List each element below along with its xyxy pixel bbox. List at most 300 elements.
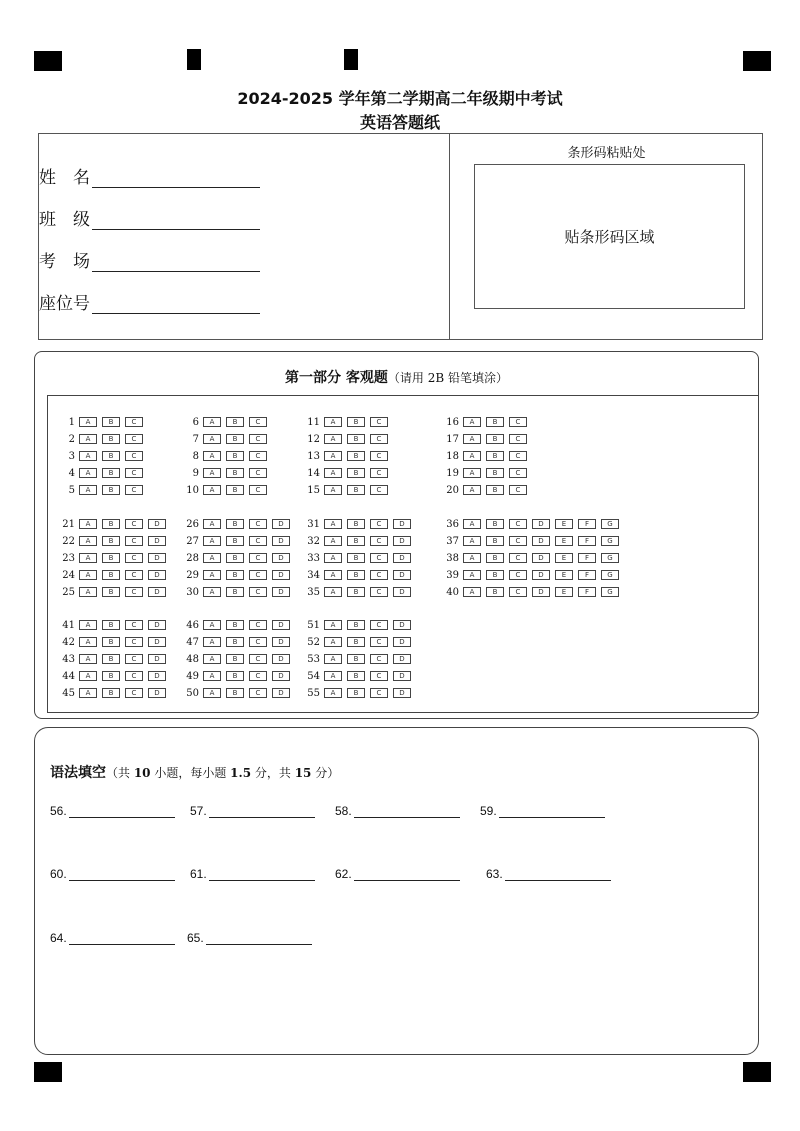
answer-bubble-40-d[interactable]: D (532, 587, 550, 597)
answer-bubble-23-d[interactable]: D (148, 553, 166, 563)
answer-bubble-42-a[interactable]: A (79, 637, 97, 647)
answer-bubble-6-c[interactable]: C (249, 417, 267, 427)
answer-bubble-27-b[interactable]: B (226, 536, 244, 546)
question-number: 39 (446, 569, 459, 581)
answer-bubble-22-a[interactable]: A (79, 536, 97, 546)
answer-bubble-49-a[interactable]: A (203, 671, 221, 681)
question-number: 20 (446, 484, 459, 496)
question-number: 44 (62, 670, 75, 682)
grammar-note-points: 1.5 (230, 766, 252, 780)
answer-bubble-12-a[interactable]: A (324, 434, 342, 444)
answer-bubble-52-a[interactable]: A (324, 637, 342, 647)
question-number: 1 (68, 416, 75, 428)
answer-bubble-28-b[interactable]: B (226, 553, 244, 563)
question-number: 42 (62, 636, 75, 648)
answer-bubble-28-a[interactable]: A (203, 553, 221, 563)
answer-bubble-38-c[interactable]: C (509, 553, 527, 563)
question-52 (303, 636, 416, 648)
question-6 (182, 416, 272, 428)
answer-blank-65[interactable] (187, 931, 312, 945)
question-7 (182, 433, 272, 445)
question-number: 40 (446, 586, 459, 598)
seat-field[interactable] (39, 289, 260, 314)
answer-bubble-47-d[interactable]: D (272, 637, 290, 647)
objective-title (35, 367, 758, 387)
answer-bubble-21-c[interactable]: C (125, 519, 143, 529)
question-number: 15 (307, 484, 320, 496)
answer-bubble-46-c[interactable]: C (249, 620, 267, 630)
barcode-area-label: 贴条形码区域 (564, 228, 655, 246)
answer-bubble-18-a[interactable]: A (463, 451, 481, 461)
answer-bubble-44-b[interactable]: B (102, 671, 120, 681)
answer-bubble-23-a[interactable]: A (79, 553, 97, 563)
answer-bubble-22-d[interactable]: D (148, 536, 166, 546)
question-number: 36 (446, 518, 459, 530)
question-number: 14 (307, 467, 320, 479)
answer-bubble-22-c[interactable]: C (125, 536, 143, 546)
answer-blank-60[interactable] (50, 867, 175, 881)
answer-bubble-10-c[interactable]: C (249, 485, 267, 495)
answer-bubble-48-a[interactable]: A (203, 654, 221, 664)
question-number: 16 (446, 416, 459, 428)
answer-blank-61[interactable] (190, 867, 315, 881)
answer-blank-57[interactable] (190, 804, 315, 818)
bubble-grid (47, 395, 759, 713)
answer-bubble-31-d[interactable]: D (393, 519, 411, 529)
answer-bubble-31-b[interactable]: B (347, 519, 365, 529)
answer-bubble-25-a[interactable]: A (79, 587, 97, 597)
question-53 (303, 653, 416, 665)
answer-bubble-2-b[interactable]: B (102, 434, 120, 444)
answer-bubble-12-b[interactable]: B (347, 434, 365, 444)
answer-bubble-3-a[interactable]: A (79, 451, 97, 461)
answer-bubble-1-a[interactable]: A (79, 417, 97, 427)
answer-bubble-21-b[interactable]: B (102, 519, 120, 529)
answer-bubble-17-c[interactable]: C (509, 434, 527, 444)
name-line (92, 170, 260, 188)
answer-bubble-46-a[interactable]: A (203, 620, 221, 630)
answer-bubble-50-b[interactable]: B (226, 688, 244, 698)
grammar-note-part: 分，共 (251, 766, 295, 780)
answer-bubble-43-c[interactable]: C (125, 654, 143, 664)
answer-bubble-24-b[interactable]: B (102, 570, 120, 580)
answer-bubble-28-d[interactable]: D (272, 553, 290, 563)
answer-bubble-55-b[interactable]: B (347, 688, 365, 698)
objective-note: （请用 2B 铅笔填涂） (387, 371, 508, 385)
class-field[interactable] (39, 205, 260, 230)
answer-bubble-24-a[interactable]: A (79, 570, 97, 580)
answer-bubble-15-a[interactable]: A (324, 485, 342, 495)
name-label: 姓 名 (39, 168, 90, 188)
answer-bubble-7-b[interactable]: B (226, 434, 244, 444)
answer-bubble-45-d[interactable]: D (148, 688, 166, 698)
question-29 (182, 569, 295, 581)
answer-bubble-32-b[interactable]: B (347, 536, 365, 546)
answer-bubble-52-c[interactable]: C (370, 637, 388, 647)
answer-bubble-29-b[interactable]: B (226, 570, 244, 580)
answer-bubble-3-c[interactable]: C (125, 451, 143, 461)
exam-room-label: 考 场 (39, 252, 90, 272)
answer-bubble-37-a[interactable]: A (463, 536, 481, 546)
answer-bubble-7-a[interactable]: A (203, 434, 221, 444)
question-42 (58, 636, 171, 648)
answer-blank-63[interactable] (486, 867, 611, 881)
answer-bubble-22-b[interactable]: B (102, 536, 120, 546)
grammar-note-count: 10 (133, 766, 151, 780)
answer-bubble-36-f[interactable]: F (578, 519, 596, 529)
answer-bubble-40-g[interactable]: G (601, 587, 619, 597)
answer-bubble-44-a[interactable]: A (79, 671, 97, 681)
answer-bubble-36-b[interactable]: B (486, 519, 504, 529)
answer-bubble-52-d[interactable]: D (393, 637, 411, 647)
answer-bubble-14-b[interactable]: B (347, 468, 365, 478)
question-number: 24 (62, 569, 75, 581)
question-number: 25 (62, 586, 75, 598)
grammar-note-total: 15 (294, 766, 312, 780)
seat-line (92, 296, 260, 314)
answer-bubble-37-d[interactable]: D (532, 536, 550, 546)
answer-bubble-45-b[interactable]: B (102, 688, 120, 698)
answer-bubble-21-a[interactable]: A (79, 519, 97, 529)
answer-bubble-41-b[interactable]: B (102, 620, 120, 630)
answer-bubble-17-a[interactable]: A (463, 434, 481, 444)
answer-bubble-37-e[interactable]: E (555, 536, 573, 546)
answer-bubble-19-c[interactable]: C (509, 468, 527, 478)
answer-bubble-54-a[interactable]: A (324, 671, 342, 681)
exam-room-field[interactable] (39, 247, 260, 272)
question-22 (58, 535, 171, 547)
answer-bubble-38-a[interactable]: A (463, 553, 481, 563)
answer-bubble-38-d[interactable]: D (532, 553, 550, 563)
answer-bubble-55-d[interactable]: D (393, 688, 411, 698)
answer-bubble-51-c[interactable]: C (370, 620, 388, 630)
answer-bubble-35-c[interactable]: C (370, 587, 388, 597)
answer-bubble-30-b[interactable]: B (226, 587, 244, 597)
info-divider (449, 134, 450, 339)
answer-bubble-14-c[interactable]: C (370, 468, 388, 478)
answer-blank-62[interactable] (335, 867, 460, 881)
grammar-note-part: 分） (311, 766, 340, 780)
answer-bubble-39-c[interactable]: C (509, 570, 527, 580)
answer-bubble-34-b[interactable]: B (347, 570, 365, 580)
question-number: 50 (186, 687, 199, 699)
answer-bubble-34-a[interactable]: A (324, 570, 342, 580)
answer-bubble-5-b[interactable]: B (102, 485, 120, 495)
answer-bubble-6-a[interactable]: A (203, 417, 221, 427)
answer-bubble-27-a[interactable]: A (203, 536, 221, 546)
answer-bubble-46-b[interactable]: B (226, 620, 244, 630)
question-49 (182, 670, 295, 682)
answer-bubble-49-c[interactable]: C (249, 671, 267, 681)
answer-blank-64[interactable] (50, 931, 175, 945)
answer-bubble-34-d[interactable]: D (393, 570, 411, 580)
answer-bubble-39-a[interactable]: A (463, 570, 481, 580)
answer-bubble-51-b[interactable]: B (347, 620, 365, 630)
question-24 (58, 569, 171, 581)
answer-bubble-25-c[interactable]: C (125, 587, 143, 597)
answer-bubble-36-e[interactable]: E (555, 519, 573, 529)
answer-bubble-10-a[interactable]: A (203, 485, 221, 495)
answer-bubble-47-c[interactable]: C (249, 637, 267, 647)
answer-bubble-46-d[interactable]: D (272, 620, 290, 630)
answer-bubble-20-c[interactable]: C (509, 485, 527, 495)
answer-bubble-9-a[interactable]: A (203, 468, 221, 478)
answer-bubble-35-b[interactable]: B (347, 587, 365, 597)
answer-bubble-24-d[interactable]: D (148, 570, 166, 580)
answer-bubble-1-c[interactable]: C (125, 417, 143, 427)
answer-bubble-50-c[interactable]: C (249, 688, 267, 698)
answer-bubble-32-d[interactable]: D (393, 536, 411, 546)
answer-bubble-52-b[interactable]: B (347, 637, 365, 647)
answer-bubble-21-d[interactable]: D (148, 519, 166, 529)
answer-bubble-26-c[interactable]: C (249, 519, 267, 529)
answer-bubble-36-c[interactable]: C (509, 519, 527, 529)
answer-bubble-25-b[interactable]: B (102, 587, 120, 597)
answer-bubble-49-d[interactable]: D (272, 671, 290, 681)
answer-bubble-44-c[interactable]: C (125, 671, 143, 681)
answer-bubble-13-b[interactable]: B (347, 451, 365, 461)
answer-bubble-37-b[interactable]: B (486, 536, 504, 546)
question-number: 2 (68, 433, 75, 445)
answer-bubble-18-c[interactable]: C (509, 451, 527, 461)
answer-bubble-1-b[interactable]: B (102, 417, 120, 427)
answer-bubble-47-b[interactable]: B (226, 637, 244, 647)
answer-bubble-54-b[interactable]: B (347, 671, 365, 681)
question-number: 21 (62, 518, 75, 530)
blank-number: 61. (190, 867, 207, 881)
question-8 (182, 450, 272, 462)
answer-bubble-40-c[interactable]: C (509, 587, 527, 597)
answer-bubble-33-d[interactable]: D (393, 553, 411, 563)
answer-bubble-36-a[interactable]: A (463, 519, 481, 529)
answer-bubble-16-b[interactable]: B (486, 417, 504, 427)
answer-bubble-38-b[interactable]: B (486, 553, 504, 563)
answer-bubble-29-a[interactable]: A (203, 570, 221, 580)
answer-bubble-31-a[interactable]: A (324, 519, 342, 529)
answer-bubble-36-g[interactable]: G (601, 519, 619, 529)
answer-bubble-11-a[interactable]: A (324, 417, 342, 427)
answer-bubble-54-d[interactable]: D (393, 671, 411, 681)
answer-bubble-40-b[interactable]: B (486, 587, 504, 597)
answer-bubble-26-d[interactable]: D (272, 519, 290, 529)
answer-bubble-44-d[interactable]: D (148, 671, 166, 681)
answer-bubble-24-c[interactable]: C (125, 570, 143, 580)
answer-bubble-25-d[interactable]: D (148, 587, 166, 597)
name-field[interactable] (39, 163, 260, 188)
answer-bubble-7-c[interactable]: C (249, 434, 267, 444)
question-number: 9 (192, 467, 199, 479)
question-number: 54 (307, 670, 320, 682)
answer-bubble-16-a[interactable]: A (463, 417, 481, 427)
question-20 (442, 484, 532, 496)
question-25 (58, 586, 171, 598)
answer-bubble-26-b[interactable]: B (226, 519, 244, 529)
question-number: 5 (68, 484, 75, 496)
answer-bubble-2-a[interactable]: A (79, 434, 97, 444)
answer-bubble-8-b[interactable]: B (226, 451, 244, 461)
answer-bubble-38-f[interactable]: F (578, 553, 596, 563)
blank-number: 63. (486, 867, 503, 881)
answer-bubble-40-f[interactable]: F (578, 587, 596, 597)
answer-bubble-16-c[interactable]: C (509, 417, 527, 427)
answer-bubble-43-a[interactable]: A (79, 654, 97, 664)
objective-section (34, 351, 759, 719)
answer-bubble-45-a[interactable]: A (79, 688, 97, 698)
answer-bubble-33-b[interactable]: B (347, 553, 365, 563)
answer-bubble-4-b[interactable]: B (102, 468, 120, 478)
answer-bubble-36-d[interactable]: D (532, 519, 550, 529)
answer-bubble-35-a[interactable]: A (324, 587, 342, 597)
answer-bubble-48-d[interactable]: D (272, 654, 290, 664)
answer-bubble-23-b[interactable]: B (102, 553, 120, 563)
answer-bubble-42-c[interactable]: C (125, 637, 143, 647)
answer-bubble-17-b[interactable]: B (486, 434, 504, 444)
question-23 (58, 552, 171, 564)
answer-bubble-43-b[interactable]: B (102, 654, 120, 664)
answer-bubble-29-d[interactable]: D (272, 570, 290, 580)
answer-bubble-9-b[interactable]: B (226, 468, 244, 478)
answer-blank-59[interactable] (480, 804, 605, 818)
question-41 (58, 619, 171, 631)
answer-bubble-53-c[interactable]: C (370, 654, 388, 664)
student-info-box (38, 133, 763, 340)
exam-title: 2024-2025 学年第二学期高二年级期中考试 (237, 89, 563, 108)
answer-bubble-39-e[interactable]: E (555, 570, 573, 580)
answer-bubble-9-c[interactable]: C (249, 468, 267, 478)
answer-bubble-37-f[interactable]: F (578, 536, 596, 546)
answer-bubble-42-b[interactable]: B (102, 637, 120, 647)
answer-bubble-8-c[interactable]: C (249, 451, 267, 461)
answer-bubble-32-c[interactable]: C (370, 536, 388, 546)
answer-bubble-19-a[interactable]: A (463, 468, 481, 478)
answer-bubble-30-d[interactable]: D (272, 587, 290, 597)
answer-bubble-2-c[interactable]: C (125, 434, 143, 444)
answer-bubble-14-a[interactable]: A (324, 468, 342, 478)
answer-bubble-19-b[interactable]: B (486, 468, 504, 478)
question-number: 37 (446, 535, 459, 547)
answer-bubble-27-c[interactable]: C (249, 536, 267, 546)
question-5 (58, 484, 148, 496)
answer-bubble-45-c[interactable]: C (125, 688, 143, 698)
answer-bubble-23-c[interactable]: C (125, 553, 143, 563)
answer-bubble-6-b[interactable]: B (226, 417, 244, 427)
answer-bubble-37-g[interactable]: G (601, 536, 619, 546)
answer-bubble-29-c[interactable]: C (249, 570, 267, 580)
question-38 (442, 552, 624, 564)
answer-bubble-41-d[interactable]: D (148, 620, 166, 630)
question-number: 51 (307, 619, 320, 631)
answer-bubble-11-b[interactable]: B (347, 417, 365, 427)
answer-bubble-48-c[interactable]: C (249, 654, 267, 664)
answer-bubble-4-c[interactable]: C (125, 468, 143, 478)
answer-bubble-39-d[interactable]: D (532, 570, 550, 580)
answer-bubble-55-c[interactable]: C (370, 688, 388, 698)
blank-line (209, 805, 315, 818)
answer-bubble-12-c[interactable]: C (370, 434, 388, 444)
answer-bubble-5-a[interactable]: A (79, 485, 97, 495)
question-number: 29 (186, 569, 199, 581)
answer-bubble-53-d[interactable]: D (393, 654, 411, 664)
registration-mark (743, 51, 771, 71)
answer-bubble-51-a[interactable]: A (324, 620, 342, 630)
answer-bubble-48-b[interactable]: B (226, 654, 244, 664)
question-50 (182, 687, 295, 699)
answer-bubble-4-a[interactable]: A (79, 468, 97, 478)
answer-bubble-15-b[interactable]: B (347, 485, 365, 495)
answer-bubble-33-a[interactable]: A (324, 553, 342, 563)
answer-bubble-49-b[interactable]: B (226, 671, 244, 681)
answer-bubble-50-d[interactable]: D (272, 688, 290, 698)
answer-bubble-11-c[interactable]: C (370, 417, 388, 427)
blank-line (354, 805, 460, 818)
answer-bubble-51-d[interactable]: D (393, 620, 411, 630)
question-46 (182, 619, 295, 631)
question-54 (303, 670, 416, 682)
answer-bubble-38-g[interactable]: G (601, 553, 619, 563)
answer-bubble-41-c[interactable]: C (125, 620, 143, 630)
registration-mark (344, 49, 358, 70)
question-16 (442, 416, 532, 428)
answer-bubble-40-a[interactable]: A (463, 587, 481, 597)
answer-bubble-15-c[interactable]: C (370, 485, 388, 495)
answer-bubble-26-a[interactable]: A (203, 519, 221, 529)
question-31 (303, 518, 416, 530)
answer-bubble-39-b[interactable]: B (486, 570, 504, 580)
question-30 (182, 586, 295, 598)
seat-label: 座位号 (39, 294, 90, 314)
question-number: 34 (307, 569, 320, 581)
answer-bubble-33-c[interactable]: C (370, 553, 388, 563)
answer-bubble-13-c[interactable]: C (370, 451, 388, 461)
answer-bubble-37-c[interactable]: C (509, 536, 527, 546)
answer-bubble-30-a[interactable]: A (203, 587, 221, 597)
answer-blank-58[interactable] (335, 804, 460, 818)
answer-bubble-40-e[interactable]: E (555, 587, 573, 597)
answer-bubble-8-a[interactable]: A (203, 451, 221, 461)
answer-bubble-35-d[interactable]: D (393, 587, 411, 597)
answer-bubble-3-b[interactable]: B (102, 451, 120, 461)
answer-bubble-13-a[interactable]: A (324, 451, 342, 461)
answer-bubble-27-d[interactable]: D (272, 536, 290, 546)
answer-bubble-53-b[interactable]: B (347, 654, 365, 664)
answer-bubble-43-d[interactable]: D (148, 654, 166, 664)
answer-bubble-47-a[interactable]: A (203, 637, 221, 647)
answer-bubble-41-a[interactable]: A (79, 620, 97, 630)
answer-bubble-50-a[interactable]: A (203, 688, 221, 698)
answer-bubble-42-d[interactable]: D (148, 637, 166, 647)
barcode-area (474, 164, 745, 309)
answer-bubble-30-c[interactable]: C (249, 587, 267, 597)
answer-bubble-5-c[interactable]: C (125, 485, 143, 495)
answer-bubble-10-b[interactable]: B (226, 485, 244, 495)
answer-bubble-34-c[interactable]: C (370, 570, 388, 580)
class-line (92, 212, 260, 230)
answer-bubble-32-a[interactable]: A (324, 536, 342, 546)
answer-bubble-20-b[interactable]: B (486, 485, 504, 495)
answer-bubble-20-a[interactable]: A (463, 485, 481, 495)
answer-bubble-31-c[interactable]: C (370, 519, 388, 529)
question-number: 43 (62, 653, 75, 665)
answer-bubble-55-a[interactable]: A (324, 688, 342, 698)
answer-bubble-39-f[interactable]: F (578, 570, 596, 580)
answer-bubble-54-c[interactable]: C (370, 671, 388, 681)
answer-bubble-28-c[interactable]: C (249, 553, 267, 563)
answer-blank-56[interactable] (50, 804, 175, 818)
answer-bubble-39-g[interactable]: G (601, 570, 619, 580)
answer-bubble-38-e[interactable]: E (555, 553, 573, 563)
answer-bubble-18-b[interactable]: B (486, 451, 504, 461)
answer-bubble-53-a[interactable]: A (324, 654, 342, 664)
